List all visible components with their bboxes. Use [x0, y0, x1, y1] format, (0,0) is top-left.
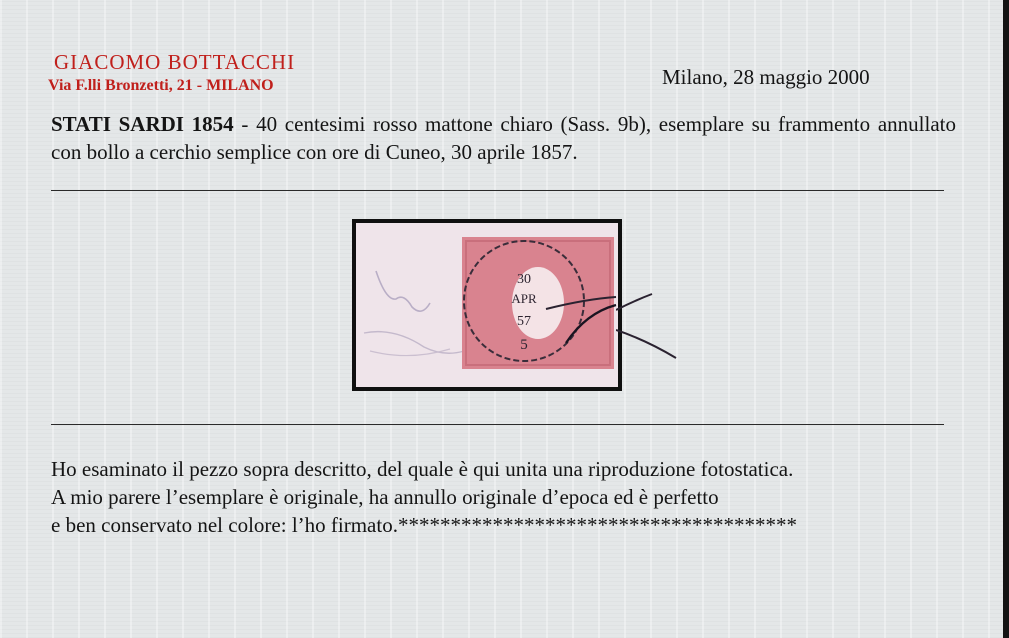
page-edge	[1003, 0, 1009, 638]
stamp-photo-image	[356, 223, 618, 387]
description-lead: STATI SARDI 1854	[51, 112, 234, 136]
postmark-year: 57	[517, 314, 531, 329]
signature-tail-stroke	[616, 330, 676, 358]
statement-line-3-text: e ben conservato nel colore: l’ho firmato.	[51, 513, 398, 537]
statement-stars: **************************************	[397, 513, 797, 537]
signature-tail	[616, 290, 686, 370]
expert-address: Via F.lli Bronzetti, 21 - MILANO	[48, 77, 274, 94]
postmark-hour: 5	[520, 337, 528, 353]
divider-bottom	[51, 424, 944, 425]
description-text: - 40 centesimi rosso mattone chiaro (Sass. 9b), esemplare su frammento annullato con bollo a cerchio semplice con ore di Cuneo, 30 aprile 1857.	[51, 112, 956, 164]
signature-tail-stroke	[616, 294, 652, 310]
statement-line-3	[51, 511, 954, 539]
stamp-photo-frame	[352, 219, 622, 391]
stamp-photo	[356, 223, 618, 387]
statement-line-2: A mio parere l’esemplare è originale, ha annullo originale d’epoca ed è perfetto	[51, 485, 719, 509]
postmark-month: APR	[511, 291, 537, 306]
stamp-description	[51, 110, 956, 166]
expert-name: GIACOMO BOTTACCHI	[54, 50, 296, 74]
divider-top	[51, 190, 944, 191]
postmark-day: 30	[517, 272, 531, 287]
certificate-statement	[51, 455, 954, 539]
statement-line-1: Ho esaminato il pezzo sopra descritto, del quale è qui unita una riproduzione fotostatica.	[51, 457, 794, 481]
certificate-date: Milano, 28 maggio 2000	[662, 65, 870, 89]
